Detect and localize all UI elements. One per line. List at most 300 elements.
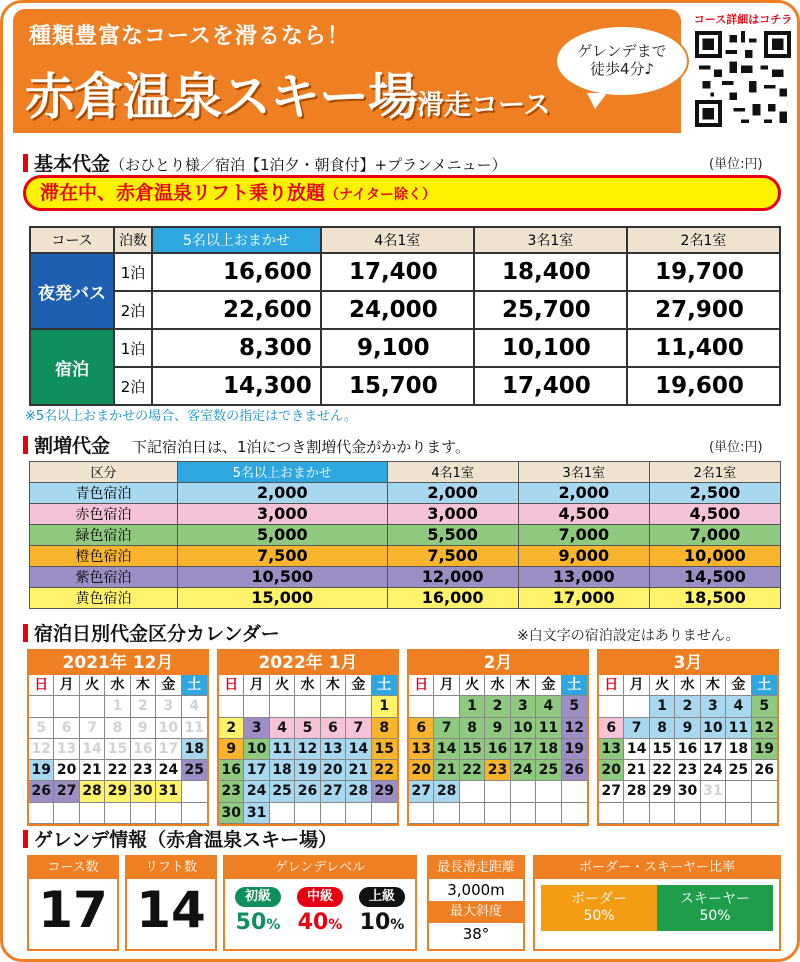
- header-title: [25, 57, 551, 129]
- calendar-weekday: 月: [244, 675, 269, 696]
- calendar-day: 22: [460, 760, 485, 781]
- calendar-day: [701, 803, 726, 824]
- speech-bubble: [555, 25, 689, 97]
- calendar-month-title: 2022年 1月: [219, 651, 397, 675]
- calendar-day: 15: [650, 739, 675, 760]
- price-row: [30, 367, 780, 405]
- extra-value: 7,000: [649, 524, 780, 545]
- calendar-month-title: 2021年 12月: [29, 651, 207, 675]
- title-small: 滑走コース: [417, 90, 551, 121]
- level-advanced-name: 上級: [359, 887, 405, 907]
- calendar-day: 26: [562, 760, 587, 781]
- lift-count-box: [125, 855, 217, 951]
- extra-value: 2,000: [178, 482, 388, 503]
- calendar-day: [599, 696, 624, 717]
- calendar-day: 8: [460, 718, 485, 739]
- distance-value: 3,000m: [447, 881, 505, 899]
- calendar-day: 12: [29, 739, 54, 760]
- calendar-day: [511, 781, 536, 802]
- calendar-weekday: 月: [54, 675, 79, 696]
- calendar-day: 21: [346, 760, 371, 781]
- calendar-day: 3: [156, 696, 181, 717]
- calendar-day: 18: [270, 760, 295, 781]
- calendar-day: 13: [54, 739, 79, 760]
- title-main: 赤倉温泉スキー場: [25, 68, 417, 126]
- calendar-day: 6: [54, 718, 79, 739]
- calendar-day: [29, 696, 54, 717]
- boarder-pct: 50%: [583, 908, 615, 924]
- calendar-day: 25: [726, 760, 751, 781]
- calendar-day: 10: [511, 718, 536, 739]
- calendar-weekday: 日: [29, 675, 54, 696]
- calendar-day: 13: [409, 739, 434, 760]
- price-course: 夜発バス: [30, 253, 114, 329]
- calendar-day: [105, 803, 130, 824]
- bubble-line1: ゲレンデまで: [577, 42, 667, 60]
- calendar-day: 28: [434, 781, 459, 802]
- slope-value: 38°: [462, 925, 490, 943]
- calendar-day: [599, 803, 624, 824]
- calendar-day: 21: [434, 760, 459, 781]
- ratio-label: ボーダー・スキーヤー比率: [535, 857, 779, 879]
- extra-value: 12,000: [387, 566, 518, 587]
- course-count-value: 17: [38, 881, 108, 939]
- calendar-day: 8: [105, 718, 130, 739]
- price-col-header: 5名以上おまかせ: [152, 227, 321, 253]
- calendar-day: 11: [726, 718, 751, 739]
- calendar-day: [434, 696, 459, 717]
- calendar-day: 2: [675, 696, 700, 717]
- calendar-day: [409, 696, 434, 717]
- calendar-day: 14: [434, 739, 459, 760]
- calendar-day: [536, 803, 561, 824]
- price-value: 24,000: [321, 291, 474, 329]
- course-count-label: コース数: [29, 857, 117, 879]
- calendar-day: [536, 781, 561, 802]
- calendar-month-title: 2月: [409, 651, 587, 675]
- calendar-day: 4: [270, 718, 295, 739]
- calendar-day: [485, 781, 510, 802]
- calendar-day: [270, 803, 295, 824]
- ribbon-small: （ナイター除く）: [325, 187, 437, 203]
- calendar-day: 17: [244, 760, 269, 781]
- calendar-weekday: 土: [182, 675, 207, 696]
- calendar-day: 19: [295, 760, 320, 781]
- extra-row: [30, 482, 781, 503]
- calendar-day: 25: [270, 781, 295, 802]
- ribbon-text: 滞在中、赤倉温泉リフト乗り放題: [40, 182, 326, 204]
- calendar-day: 28: [624, 781, 649, 802]
- calendar-day: 14: [624, 739, 649, 760]
- calendar-day: 27: [54, 781, 79, 802]
- extra-col-header: 区分: [30, 462, 178, 483]
- lift-count-value: 14: [136, 881, 206, 939]
- extra-row: [30, 587, 781, 608]
- skier-ratio: [657, 885, 773, 931]
- calendar-day: 29: [650, 781, 675, 802]
- boarder-ratio: [541, 885, 657, 931]
- calendar-day: 29: [372, 781, 397, 802]
- calendar-day: 11: [536, 718, 561, 739]
- calendar-weekday: 水: [295, 675, 320, 696]
- calendar-day: 3: [244, 718, 269, 739]
- level-beginner-pct: 50: [235, 910, 267, 935]
- calendar-weekday: 日: [409, 675, 434, 696]
- distance-label: 最長滑走距離: [429, 857, 523, 879]
- calendar-grid: [599, 675, 777, 824]
- calendar-day: 12: [295, 739, 320, 760]
- extra-value: 14,500: [649, 566, 780, 587]
- calendar-weekday: 木: [701, 675, 726, 696]
- price-col-header: コース: [30, 227, 114, 253]
- price-header-row: [30, 227, 780, 253]
- section-calendar-heading: 宿泊日別代金区分カレンダー: [23, 619, 280, 646]
- calendar-day: 24: [701, 760, 726, 781]
- calendar-grid: [409, 675, 587, 824]
- calendar-day: 16: [485, 739, 510, 760]
- basic-footnote: ※5名以上おまかせの場合、客室数の指定はできません。: [25, 409, 357, 424]
- calendar-day: 16: [675, 739, 700, 760]
- calendar-day: 23: [675, 760, 700, 781]
- level-beginner-name: 初級: [235, 887, 281, 907]
- calendar-day: [511, 803, 536, 824]
- calendar-weekday: 月: [624, 675, 649, 696]
- calendar-day: 25: [536, 760, 561, 781]
- calendar-month-title: 3月: [599, 651, 777, 675]
- price-nights: 1泊: [114, 253, 152, 291]
- level-beginner: [231, 885, 285, 941]
- calendar-day: [295, 696, 320, 717]
- extra-col-header: 5名以上おまかせ: [178, 462, 388, 483]
- level-intermediate-name: 中級: [297, 887, 343, 907]
- price-course: 宿泊: [30, 329, 114, 405]
- calendar-day: 12: [752, 718, 777, 739]
- calendar-weekday: 木: [131, 675, 156, 696]
- extra-value: 16,000: [387, 587, 518, 608]
- extra-value: 2,500: [649, 482, 780, 503]
- calendar-month: [597, 649, 779, 826]
- header-subtitle: 種類豊富なコースを滑るなら！: [29, 24, 350, 49]
- calendar-day: 31: [244, 803, 269, 824]
- extra-value: 2,000: [387, 482, 518, 503]
- calendar-day: 2: [485, 696, 510, 717]
- calendar-day: 16: [219, 760, 244, 781]
- extra-value: 4,500: [518, 503, 649, 524]
- calendar-day: 2: [219, 718, 244, 739]
- extra-row: [30, 524, 781, 545]
- calendar-day: 8: [372, 718, 397, 739]
- calendar-day: [752, 803, 777, 824]
- extra-value: 17,000: [518, 587, 649, 608]
- price-row: [30, 253, 780, 291]
- extra-row: [30, 566, 781, 587]
- calendar-day: 23: [485, 760, 510, 781]
- calendar-day: [29, 803, 54, 824]
- calendar-note: ※白文字の宿泊設定はありません。: [517, 628, 740, 644]
- price-row: [30, 291, 780, 329]
- level-label: ゲレンデレベル: [225, 857, 415, 879]
- calendar-day: 28: [80, 781, 105, 802]
- calendar-weekday: 日: [219, 675, 244, 696]
- extra-value: 7,000: [518, 524, 649, 545]
- calendar-day: 10: [156, 718, 181, 739]
- calendar-day: [460, 803, 485, 824]
- calendar-day: 19: [752, 739, 777, 760]
- pct-sign: %: [266, 917, 281, 933]
- calendar-weekday: 土: [372, 675, 397, 696]
- calendar-day: 19: [562, 739, 587, 760]
- calendar-day: 20: [599, 760, 624, 781]
- price-value: 10,100: [474, 329, 627, 367]
- calendar-day: [219, 696, 244, 717]
- calendar-day: [372, 803, 397, 824]
- calendar-day: 23: [219, 781, 244, 802]
- price-value: 27,900: [627, 291, 780, 329]
- extra-row: [30, 503, 781, 524]
- calendar-day: 26: [752, 760, 777, 781]
- extra-heading-text: 割増代金: [34, 435, 111, 457]
- calendar-day: 4: [536, 696, 561, 717]
- calendar-day: 18: [182, 739, 207, 760]
- extra-header-row: [30, 462, 781, 483]
- calendar-day: 30: [675, 781, 700, 802]
- calendar-weekday: 木: [511, 675, 536, 696]
- extra-label: 緑色宿泊: [30, 524, 178, 545]
- extra-label: 青色宿泊: [30, 482, 178, 503]
- skier-pct: 50%: [699, 908, 731, 924]
- calendar-day: 13: [599, 739, 624, 760]
- course-count-box: [27, 855, 119, 951]
- calendar-day: 4: [182, 696, 207, 717]
- calendar-day: 25: [182, 760, 207, 781]
- calendar-day: 9: [219, 739, 244, 760]
- calendar-day: 3: [511, 696, 536, 717]
- pct-sign: %: [328, 917, 343, 933]
- calendar-weekday: 火: [650, 675, 675, 696]
- calendar-day: 21: [80, 760, 105, 781]
- calendar-day: [346, 696, 371, 717]
- calendar-day: 17: [156, 739, 181, 760]
- calendar-weekday: 金: [536, 675, 561, 696]
- calendar-grid: [29, 675, 207, 824]
- calendar-day: [409, 803, 434, 824]
- price-value: 8,300: [152, 329, 321, 367]
- calendar-day: 29: [105, 781, 130, 802]
- calendar-day: [434, 803, 459, 824]
- calendar-day: 2: [131, 696, 156, 717]
- calendar-day: 15: [105, 739, 130, 760]
- calendar-day: 10: [244, 739, 269, 760]
- calendar-grid: [219, 675, 397, 824]
- basic-unit: (単位:円): [709, 157, 763, 172]
- extra-value: 13,000: [518, 566, 649, 587]
- calendar-day: 23: [131, 760, 156, 781]
- calendar-day: 15: [372, 739, 397, 760]
- calendar-weekday: 水: [675, 675, 700, 696]
- calendar-day: 24: [511, 760, 536, 781]
- calendar-day: 26: [29, 781, 54, 802]
- extra-value: 5,000: [178, 524, 388, 545]
- calendar-day: 27: [321, 781, 346, 802]
- calendar-day: 5: [29, 718, 54, 739]
- qr-code-icon[interactable]: [695, 31, 791, 127]
- extra-value: 3,000: [387, 503, 518, 524]
- calendar-day: 7: [434, 718, 459, 739]
- price-col-header: 2名1室: [627, 227, 780, 253]
- price-nights: 2泊: [114, 367, 152, 405]
- calendar-day: [80, 696, 105, 717]
- calendar-day: [460, 781, 485, 802]
- calendar-day: 8: [650, 718, 675, 739]
- level-advanced: [355, 885, 409, 941]
- calendar-day: 15: [460, 739, 485, 760]
- calendar-day: 9: [131, 718, 156, 739]
- calendar-day: 9: [675, 718, 700, 739]
- calendar-day: 12: [562, 718, 587, 739]
- lift-count-label: リフト数: [127, 857, 215, 879]
- price-col-header: 4名1室: [321, 227, 474, 253]
- extra-value: 2,000: [518, 482, 649, 503]
- bubble-line2: 徒歩4分♪: [589, 60, 655, 78]
- calendar-day: 17: [511, 739, 536, 760]
- slope-label: 最大斜度: [429, 901, 523, 923]
- calendar-day: 13: [321, 739, 346, 760]
- calendar-weekday: 月: [434, 675, 459, 696]
- lift-pass-ribbon: [23, 175, 781, 211]
- extra-label: 黄色宿泊: [30, 587, 178, 608]
- price-value: 19,600: [627, 367, 780, 405]
- section-extra-heading: [23, 431, 470, 458]
- price-row: [30, 329, 780, 367]
- calendar-day: 5: [562, 696, 587, 717]
- calendar-day: [752, 781, 777, 802]
- pct-sign: %: [390, 917, 405, 933]
- section-gelande-heading: ゲレンデ情報（赤倉温泉スキー場）: [23, 825, 337, 852]
- calendar-day: 30: [219, 803, 244, 824]
- calendar-day: 17: [701, 739, 726, 760]
- extra-value: 9,000: [518, 545, 649, 566]
- calendar-day: [295, 803, 320, 824]
- extra-value: 7,500: [387, 545, 518, 566]
- calendar-day: 7: [80, 718, 105, 739]
- calendar-day: [562, 803, 587, 824]
- extra-col-header: 4名1室: [387, 462, 518, 483]
- calendar-day: [650, 803, 675, 824]
- level-intermediate: [293, 885, 347, 941]
- calendar-weekday: 金: [726, 675, 751, 696]
- price-value: 11,400: [627, 329, 780, 367]
- calendar-day: 1: [105, 696, 130, 717]
- extra-value: 3,000: [178, 503, 388, 524]
- price-value: 16,600: [152, 253, 321, 291]
- calendar-day: 26: [295, 781, 320, 802]
- calendar-day: 7: [346, 718, 371, 739]
- calendar-day: 7: [624, 718, 649, 739]
- calendar-day: [321, 803, 346, 824]
- distance-box: [427, 855, 525, 951]
- calendar-day: [182, 781, 207, 802]
- price-value: 19,700: [627, 253, 780, 291]
- extra-value: 15,000: [178, 587, 388, 608]
- section-basic-heading: [23, 149, 507, 176]
- calendar-weekday: 火: [270, 675, 295, 696]
- calendar-day: 22: [650, 760, 675, 781]
- calendar-day: [485, 803, 510, 824]
- extra-label: 紫色宿泊: [30, 566, 178, 587]
- calendar-month: [217, 649, 399, 826]
- calendar-day: 18: [726, 739, 751, 760]
- extra-label: 橙色宿泊: [30, 545, 178, 566]
- calendar-day: 18: [536, 739, 561, 760]
- extra-unit: (単位:円): [709, 440, 763, 455]
- price-value: 17,400: [474, 367, 627, 405]
- calendar-day: [131, 803, 156, 824]
- calendar-day: 1: [372, 696, 397, 717]
- calendar-day: 6: [599, 718, 624, 739]
- extra-value: 4,500: [649, 503, 780, 524]
- calendar-day: [562, 781, 587, 802]
- calendar-day: 1: [650, 696, 675, 717]
- price-value: 22,600: [152, 291, 321, 329]
- extra-value: 18,500: [649, 587, 780, 608]
- calendar-day: [270, 696, 295, 717]
- calendar-day: [726, 781, 751, 802]
- calendar-day: 3: [701, 696, 726, 717]
- calendar-month: [27, 649, 209, 826]
- level-intermediate-pct: 40: [297, 910, 329, 935]
- qr-label: コース詳細はコチラ: [693, 13, 793, 26]
- calendar-day: 24: [244, 781, 269, 802]
- calendar-day: [244, 696, 269, 717]
- calendar-weekday: 日: [599, 675, 624, 696]
- calendar-day: [54, 696, 79, 717]
- price-value: 9,100: [321, 329, 474, 367]
- extra-price-table: [29, 461, 781, 609]
- price-col-header: 泊数: [114, 227, 152, 253]
- calendar-day: 5: [295, 718, 320, 739]
- calendar-day: 4: [726, 696, 751, 717]
- price-value: 25,700: [474, 291, 627, 329]
- calendar-day: 22: [105, 760, 130, 781]
- calendar-day: [624, 696, 649, 717]
- calendar-day: 9: [485, 718, 510, 739]
- extra-value: 7,500: [178, 545, 388, 566]
- calendar-day: 5: [752, 696, 777, 717]
- calendar-day: 24: [156, 760, 181, 781]
- calendar-day: 1: [460, 696, 485, 717]
- calendar-day: 31: [156, 781, 181, 802]
- price-value: 18,400: [474, 253, 627, 291]
- calendar-day: 27: [599, 781, 624, 802]
- extra-value: 10,000: [649, 545, 780, 566]
- calendar-day: [675, 803, 700, 824]
- price-nights: 1泊: [114, 329, 152, 367]
- calendar-weekday: 土: [752, 675, 777, 696]
- basic-heading-text: 基本代金: [34, 153, 111, 175]
- basic-heading-note: （おひとり様／宿泊【1泊夕・朝食付】+プランメニュー）: [110, 156, 507, 174]
- ratio-box: [533, 855, 781, 951]
- calendar-day: [156, 803, 181, 824]
- basic-price-table: [29, 226, 781, 406]
- calendar-day: [54, 803, 79, 824]
- calendar-day: 20: [54, 760, 79, 781]
- calendar-weekday: 火: [460, 675, 485, 696]
- skier-label: スキーヤー: [680, 891, 750, 907]
- calendar-day: 11: [270, 739, 295, 760]
- price-value: 15,700: [321, 367, 474, 405]
- calendar-weekday: 水: [485, 675, 510, 696]
- extra-value: 10,500: [178, 566, 388, 587]
